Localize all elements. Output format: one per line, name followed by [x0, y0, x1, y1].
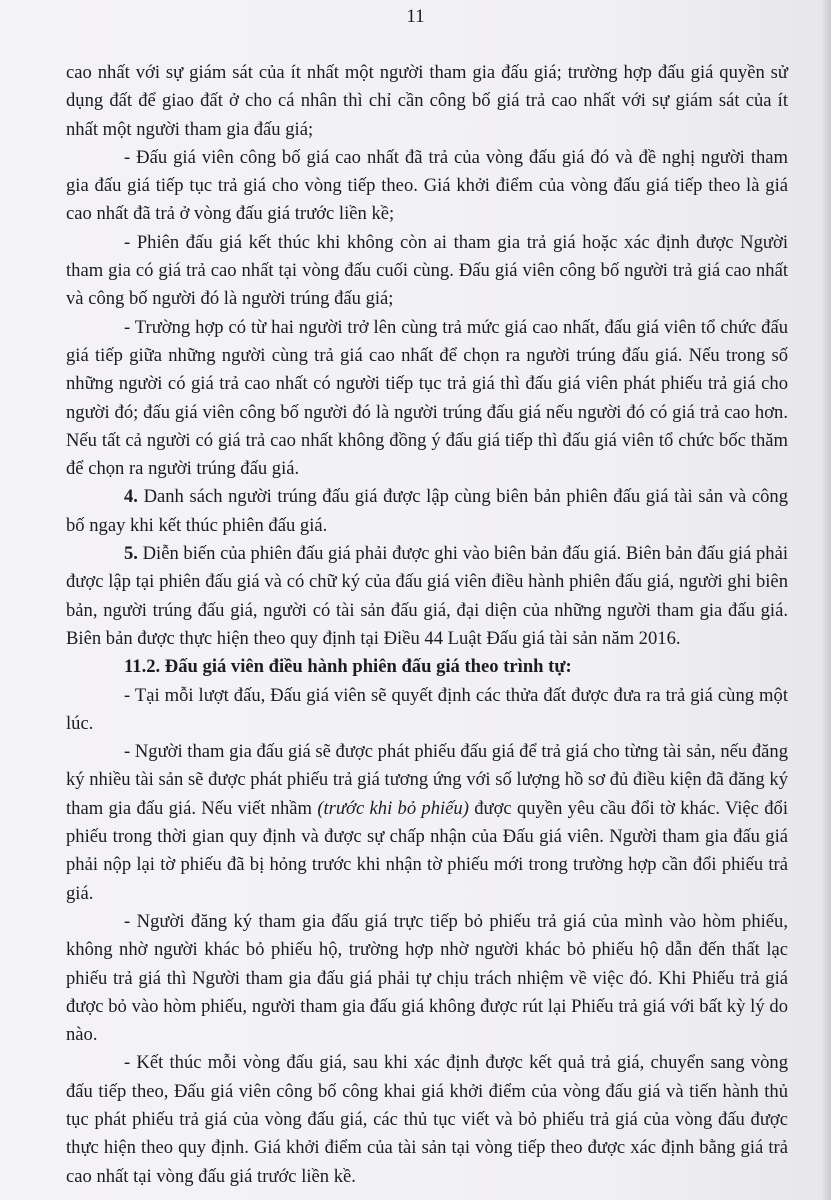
- item-number: 5.: [124, 543, 138, 565]
- paragraph-bullet-next-round: - Kết thúc mỗi vòng đấu giá, sau khi xác định được kết quả trả giá, chuyển sang vòng đấu tiếp theo, Đấu giá viên công bố công khai giá khởi điểm của vòng đấu giá và tiến hành thủ tục phát phiếu trả giá của vòng đấu giá, các thủ tục viết và bỏ phiếu trả giá của vòng đấu được thực hiện theo quy định. Giá khởi điểm của tài sản tại vòng tiếp theo được xác định bằng giá trả cao nhất tại vòng đấu giá trước liền kề.: [66, 1052, 788, 1187]
- paragraph-bullet-ballots: [66, 738, 788, 908]
- text-before: - Người tham gia đấu giá sẽ được phát phiếu đấu giá để trả giá cho từng tài sản, nếu đăng ký nhiều tài sản sẽ được phát phiếu trả giá tương ứng với số lượng hồ sơ đủ điều kiện đã đăng ký tham gia đấu giá. Nếu viết nhầm: [66, 741, 788, 819]
- paragraph-continuation: cao nhất với sự giám sát của ít nhất một người tham gia đấu giá; trường hợp đấu giá quyền sử dụng đất để giao đất ở cho cá nhân thì chỉ cần công bố giá trả cao nhất với sự giám sát của ít nhất một người tham gia đấu giá;: [66, 62, 788, 140]
- paragraph-bullet-ballot-box: - Người đăng ký tham gia đấu giá trực tiếp bỏ phiếu trả giá của mình vào hòm phiếu, không nhờ người khác bỏ phiếu hộ, trường hợp nhờ người khác bỏ phiếu hộ dẫn đến thất lạc phiếu trả giá thì Người tham gia đấu giá phải tự chịu trách nhiệm về việc đó. Khi Phiếu trả giá được bỏ vào hòm phiếu, người tham gia đấu giá không được rút lại Phiếu trả giá với bất kỳ lý do nào.: [66, 910, 788, 1046]
- paragraph-bullet-session-end: - Phiên đấu giá kết thúc khi không còn ai tham gia trả giá hoặc xác định được Người tham gia có giá trả cao nhất tại vòng đấu cuối cùng. Đấu giá viên công bố người trả giá cao nhất và công bố người đó là người trúng đấu giá;: [66, 231, 788, 310]
- text-after: được quyền yêu cầu đổi tờ khác. Việc đổi phiếu trong thời gian quy định và được sự chấp nhận của Đấu giá viên. Người tham gia đấu giá phải nộp lại tờ phiếu đã bị hỏng trước khi nhận tờ phiếu mới trong trường hợp cần đổi phiếu trả giá.: [66, 797, 788, 904]
- paragraph-bullet-each-round: - Tại mỗi lượt đấu, Đấu giá viên sẽ quyết định các thửa đất được đưa ra trả giá cùng một lúc.: [66, 684, 788, 734]
- page-number: 11: [406, 6, 425, 27]
- item-number: 4.: [124, 486, 138, 508]
- paragraph-item-4: [66, 483, 788, 540]
- section-heading: 11.2. Đấu giá viên điều hành phiên đấu giá theo trình tự:: [124, 656, 572, 678]
- item-text: Danh sách người trúng đấu giá được lập cùng biên bản phiên đấu giá tài sản và công bố ngay khi kết thúc phiên đấu giá.: [66, 486, 788, 536]
- document-body: [66, 59, 788, 1191]
- paragraph-item-5: [66, 540, 788, 653]
- item-text: Diễn biến của phiên đấu giá phải được ghi vào biên bản đấu giá. Biên bản đấu giá phải được lập tại phiên đấu giá và có chữ ký của đấu giá viên điều hành phiên đấu giá, người ghi biên bản, người trúng đấu giá, người có tài sản đấu giá, đại diện của những người tham gia đấu giá. Biên bản được thực hiện theo quy định tại Điều 44 Luật Đấu giá tài sản năm 2016.: [66, 543, 788, 649]
- page-edge-shadow: [821, 0, 831, 1200]
- paragraph-bullet-tie: - Trường hợp có từ hai người trở lên cùng trả mức giá cao nhất, đấu giá viên tổ chức đấu giá tiếp giữa những người cùng trả giá cao nhất để chọn ra người trúng đấu giá. Nếu trong số những người có giá trả cao nhất có người tiếp tục trả giá thì đấu giá viên phát phiếu trả giá cho người đó; đấu giá viên công bố người đó là người trúng đấu giá nếu người đó có giá trả cao hơn. Nếu tất cả người có giá trả cao nhất không đồng ý đấu giá tiếp thì đấu giá viên tổ chức bốc thăm để chọn ra người trúng đấu giá.: [66, 316, 788, 480]
- paragraph-bullet-announce-highest: - Đấu giá viên công bố giá cao nhất đã trả của vòng đấu giá đó và đề nghị người tham gia đấu giá tiếp tục trả giá cho vòng tiếp theo. Giá khởi điểm của vòng đấu giá tiếp theo là giá cao nhất đã trả ở vòng đấu giá trước liền kề;: [66, 146, 788, 225]
- italic-note: (trước khi bỏ phiếu): [317, 797, 469, 819]
